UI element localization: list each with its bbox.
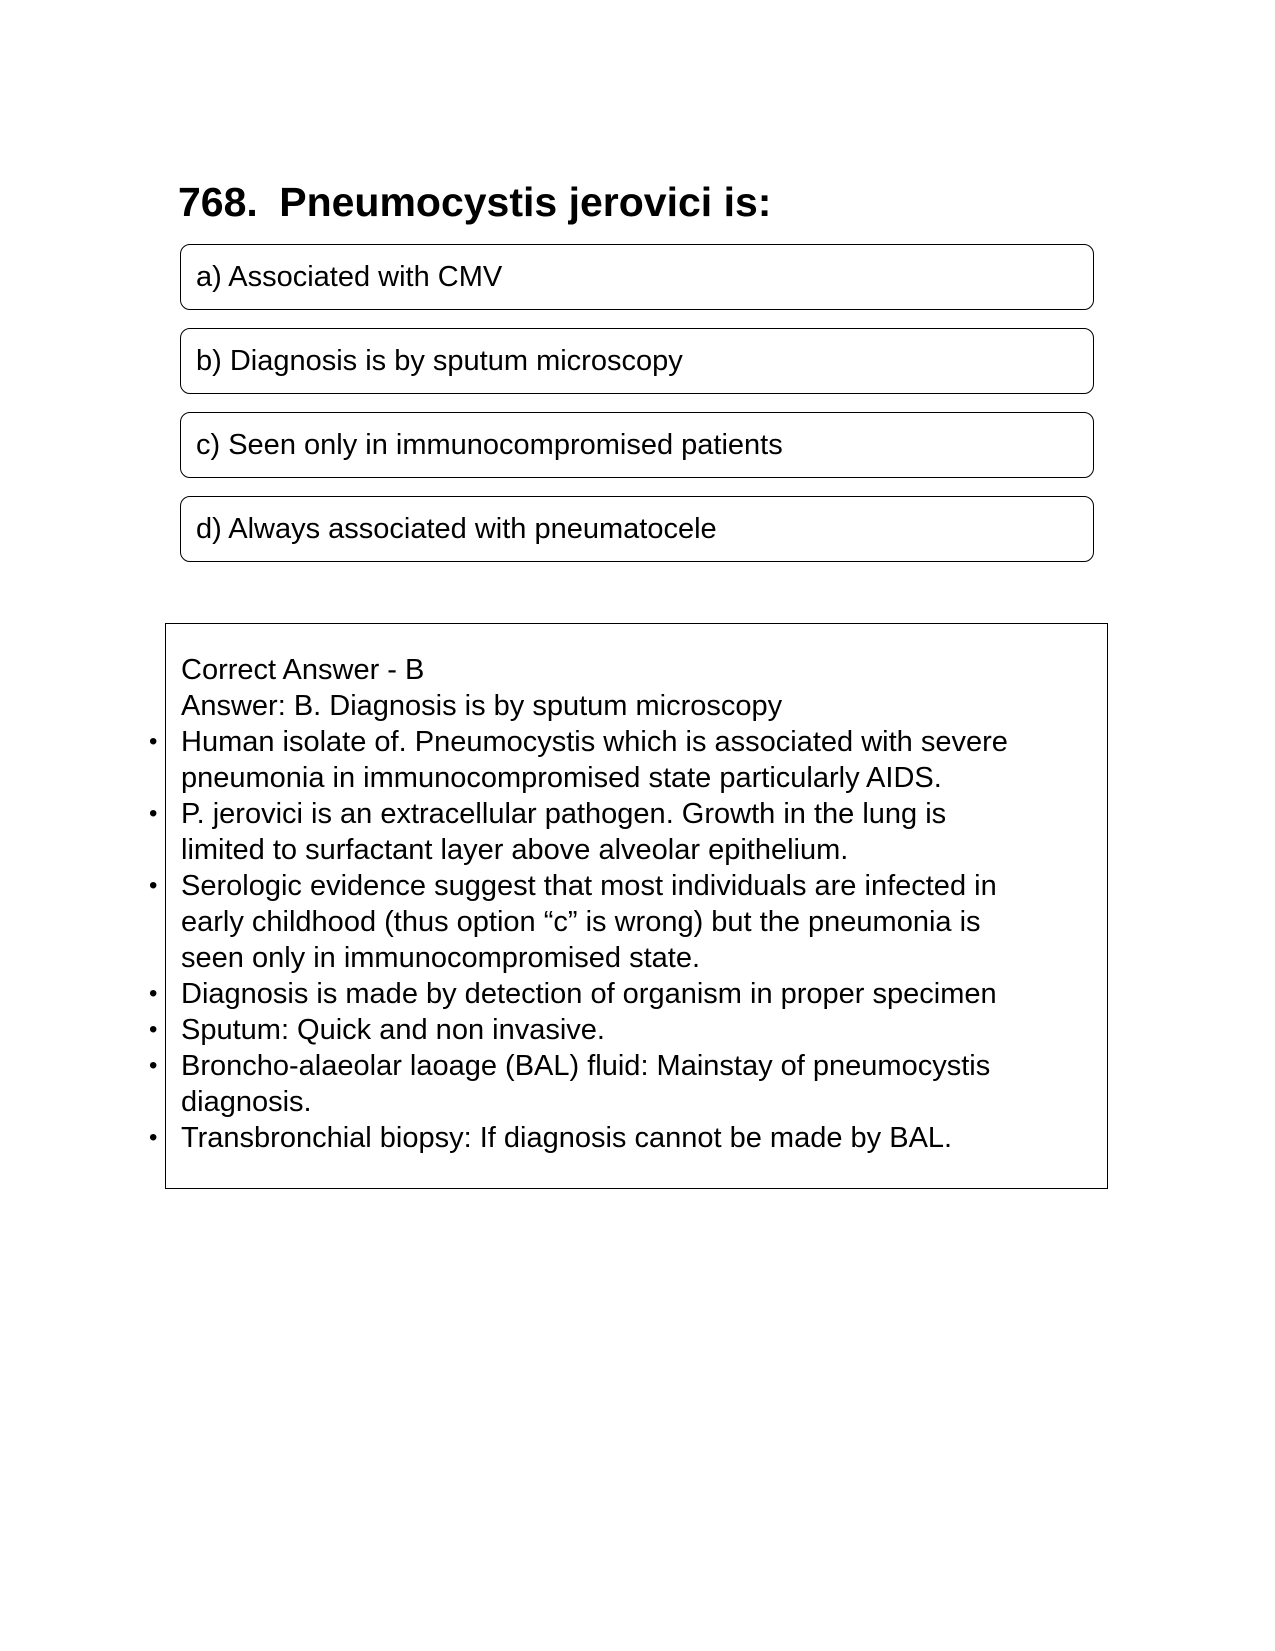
bullet-icon: • [149,980,158,1007]
option-d[interactable] [180,496,1094,562]
bullet-icon: • [149,728,158,755]
option-c[interactable] [180,412,1094,478]
bullet-line: P. jerovici is an extracellular pathogen. Growth in the lung is [181,798,947,830]
bullet-item-2 [149,796,1081,868]
bullet-item-5 [149,1012,1081,1048]
bullet-line: Human isolate of. Pneumocystis which is associated with severe [181,726,1008,758]
option-a-label: a) Associated with CMV [196,261,503,293]
question-number: 768. [178,179,258,225]
bullet-line: seen only in immunocompromised state. [181,942,701,974]
bullet-icon: • [149,872,158,899]
option-c-label: c) Seen only in immunocompromised patients [196,429,783,461]
question-header [178,176,771,228]
bullet-icon: • [149,800,158,827]
answer-explanation: Answer: B. Diagnosis is by sputum microscopy [181,690,783,722]
bullet-item-4 [149,976,1081,1012]
bullet-icon: • [149,1016,158,1043]
bullet-line: early childhood (thus option “c” is wrong) but the pneumonia is [181,906,981,938]
bullet-item-3 [149,868,1081,976]
option-b[interactable] [180,328,1094,394]
bullet-item-1 [149,724,1081,796]
option-a[interactable] [180,244,1094,310]
correct-answer: Correct Answer - B [181,654,425,686]
bullet-line: diagnosis. [181,1086,312,1118]
bullet-line: Diagnosis is made by detection of organism in proper specimen [181,978,997,1010]
bullet-line: Transbronchial biopsy: If diagnosis cannot be made by BAL. [181,1122,953,1154]
bullet-icon: • [149,1124,158,1151]
bullet-item-7 [149,1120,1081,1156]
answer-content [149,652,1081,1156]
question-title: Pneumocystis jerovici is: [279,179,772,225]
bullet-line: Broncho-alaeolar laoage (BAL) fluid: Mainstay of pneumocystis [181,1050,991,1082]
bullet-icon: • [149,1052,158,1079]
bullet-line: Sputum: Quick and non invasive. [181,1014,605,1046]
bullet-line: limited to surfactant layer above alveolar epithelium. [181,834,849,866]
option-d-label: d) Always associated with pneumatocele [196,513,717,545]
bullet-item-6 [149,1048,1081,1120]
bullet-line: pneumonia in immunocompromised state particularly AIDS. [181,762,942,794]
option-b-label: b) Diagnosis is by sputum microscopy [196,345,683,377]
bullet-line: Serologic evidence suggest that most individuals are infected in [181,870,997,902]
